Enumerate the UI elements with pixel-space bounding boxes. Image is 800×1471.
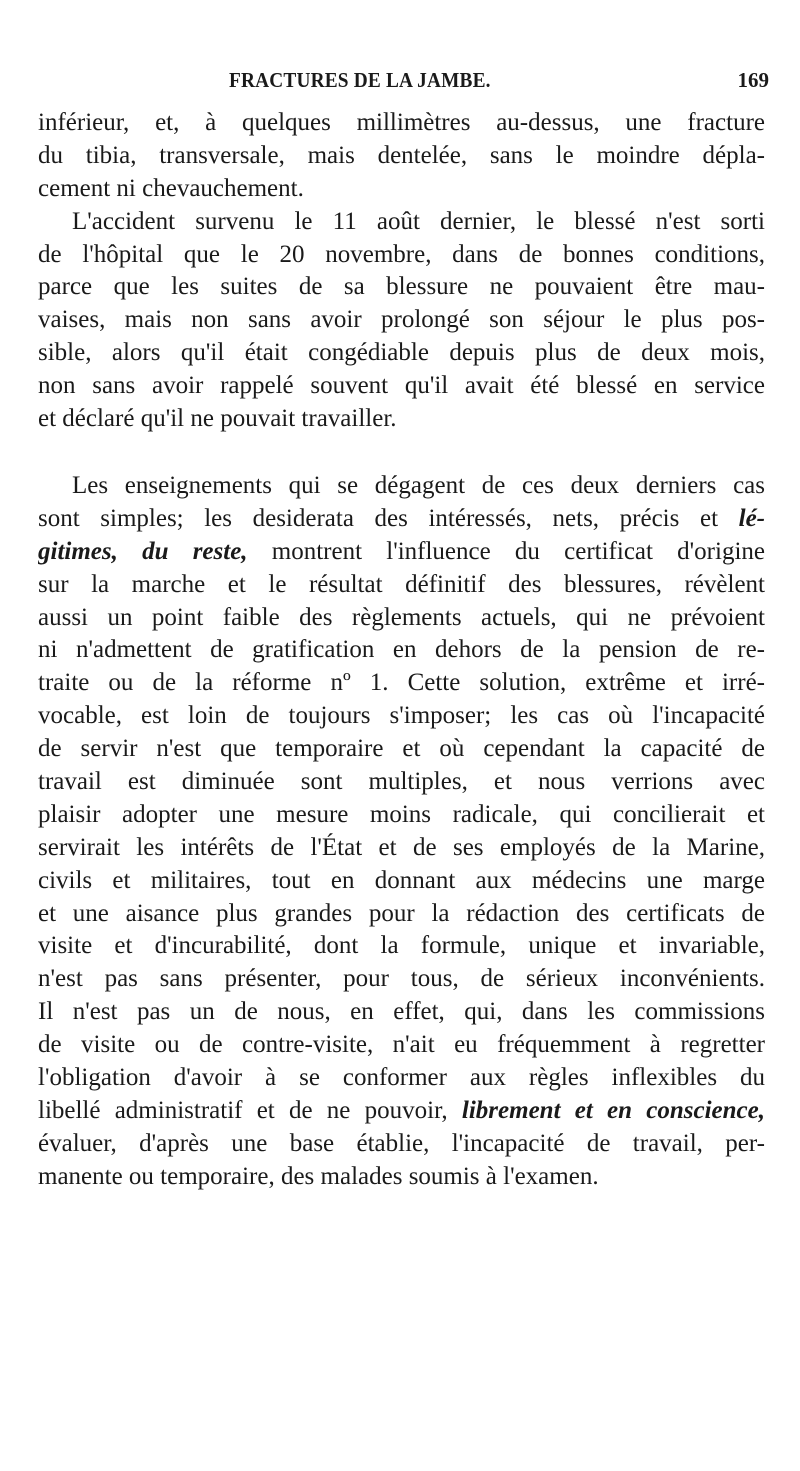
body-text-bottom [38, 470, 765, 1194]
text-line: l'obligation d'avoir à se conformer aux règles inflexibles du [38, 1064, 765, 1092]
page-header [229, 68, 769, 98]
text-run: sont simples; les desiderata des intéressés, nets, précis et [38, 504, 739, 532]
text-line: vocable, est loin de toujours s'imposer; les cas où l'incapacité [38, 702, 765, 730]
text-line: du tibia, transversale, mais dentelée, sans le moindre dépla- [38, 141, 765, 169]
italic-run: lé- [738, 504, 765, 532]
text-run: libellé administratif et de ne pouvoir, [38, 1096, 462, 1124]
text-line: aussi un point faible des règlements actuels, qui ne prévoient [38, 603, 765, 631]
body-text-top [38, 107, 765, 436]
text-line: sur la marche et le résultat définitif des blessures, révèlent [38, 570, 765, 598]
text-line: parce que les suites de sa blessure ne pouvaient être mau- [38, 273, 765, 301]
text-line: traite ou de la réforme nº 1. Cette solution, extrême et irré- [38, 669, 765, 697]
text-line: n'est pas sans présenter, pour tous, de sérieux inconvénients. [38, 965, 765, 993]
text-run: montrent l'influence du certificat d'origine [247, 537, 765, 565]
text-line: et une aisance plus grandes pour la rédaction des certificats de [38, 899, 765, 927]
text-line [38, 536, 765, 569]
text-line [38, 1095, 765, 1128]
text-line: inférieur, et, à quelques millimètres au-dessus, une fracture [38, 109, 765, 136]
text-line [38, 503, 765, 536]
text-line: servirait les intérêts de l'État et de ses employés de la Marine, [38, 833, 765, 861]
text-line: de servir n'est que temporaire et où cependant la capacité de [38, 735, 765, 763]
text-line: évaluer, d'après une base établie, l'incapacité de travail, per- [38, 1129, 765, 1157]
italic-run: gitimes, du reste, [38, 537, 248, 565]
text-line: de l'hôpital que le 20 novembre, dans de bonnes conditions, [38, 240, 765, 268]
page-number: 169 [737, 68, 769, 92]
text-line: visite et d'incurabilité, dont la formule, unique et invariable, [38, 932, 765, 960]
italic-run: librement et en conscience, [461, 1096, 765, 1124]
text-line: civils et militaires, tout en donnant aux médecins une marge [38, 866, 765, 894]
text-line: et déclaré qu'il ne pouvait travailler. [38, 405, 397, 433]
text-line: L'accident survenu le 11 août dernier, le blessé n'est sorti [72, 207, 765, 235]
text-line: travail est diminuée sont multiples, et nous verrions avec [38, 768, 765, 796]
text-line: manente ou temporaire, des malades soumis à l'examen. [38, 1162, 599, 1190]
text-line: Les enseignements qui se dégagent de ces deux derniers cas [72, 472, 765, 499]
text-line: non sans avoir rappelé souvent qu'il avait été blessé en service [38, 372, 765, 400]
running-title: FRACTURES DE LA JAMBE. [229, 68, 491, 92]
text-line: ni n'admettent de gratification en dehors de la pension de re- [38, 636, 765, 664]
text-line: plaisir adopter une mesure moins radicale, qui concilierait et [38, 800, 765, 828]
text-line: vaises, mais non sans avoir prolongé son séjour le plus pos- [38, 306, 765, 334]
text-line: de visite ou de contre-visite, n'ait eu fréquemment à regretter [38, 1031, 765, 1059]
text-line: sible, alors qu'il était congédiable depuis plus de deux mois, [38, 339, 765, 367]
text-line: Il n'est pas un de nous, en effet, qui, dans les commissions [38, 998, 765, 1026]
text-line: cement ni chevauchement. [38, 174, 304, 202]
